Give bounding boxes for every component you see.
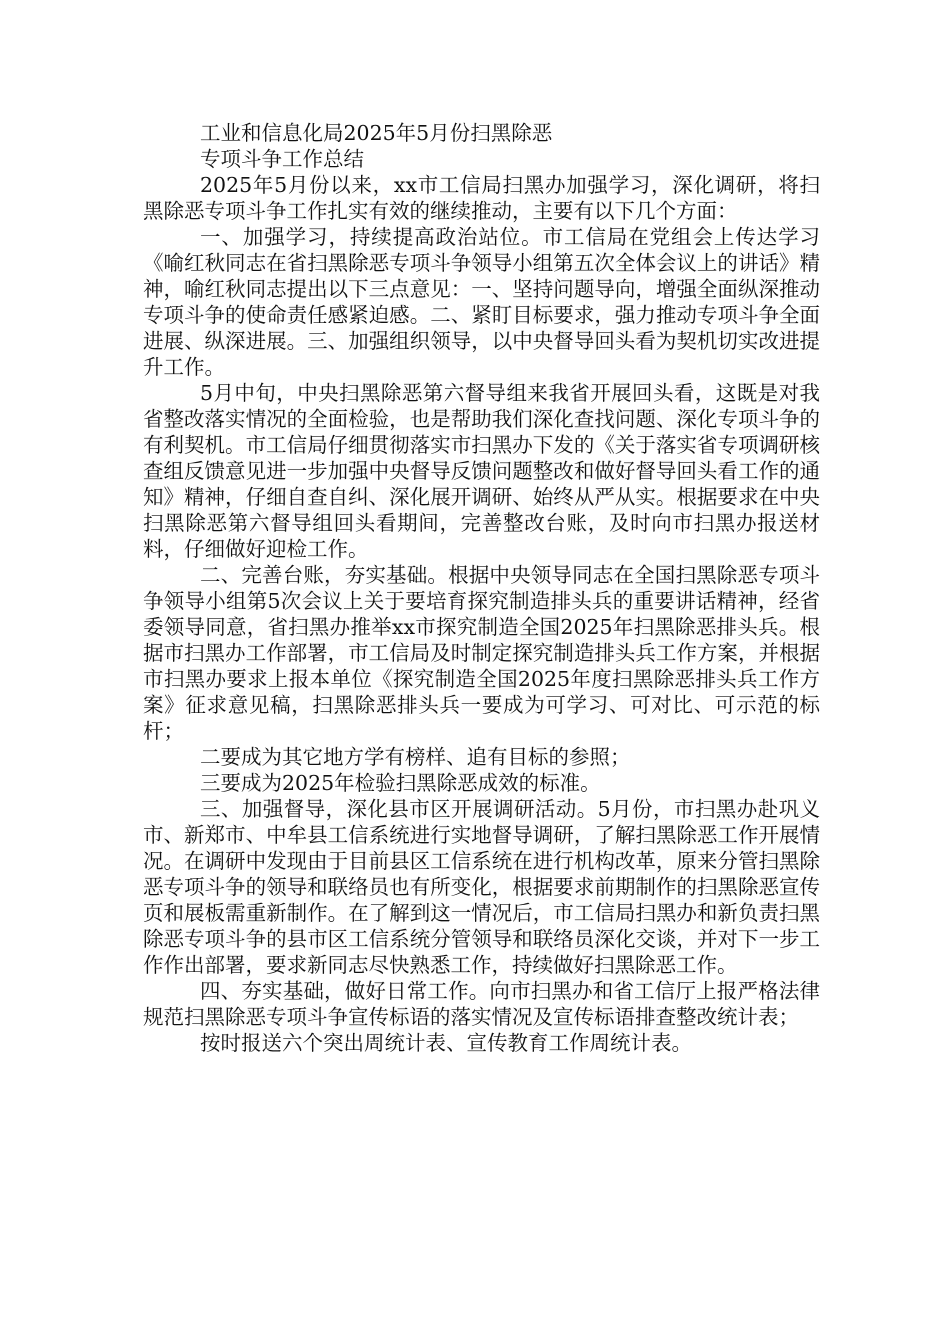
- paragraph-section-4: 四、夯实基础，做好日常工作。向市扫黑办和省工信厅上报严格法律规范扫黑除恶专项斗争宣传标语的落实情况及宣传标语排查整改统计表；: [143, 979, 820, 1029]
- paragraph-inspection: 5月中旬，中央扫黑除恶第六督导组来我省开展回头看，这既是对我省整改落实情况的全面检验，也是帮助我们深化查找问题、深化专项斗争的有利契机。市工信局仔细贯彻落实市扫黑办下发的《关于落实省专项调研核查组反馈意见进一步加强中央督导反馈问题整改和做好督导回头看工作的通知》精神，仔细自查自纠、深化展开调研、始终从严从实。根据要求在中央扫黑除恶第六督导组回头看期间，完善整改台账，及时向市扫黑办报送材料，仔细做好迎检工作。: [143, 381, 820, 561]
- paragraph-intro: 2025年5月份以来，xx市工信局扫黑办加强学习，深化调研，将扫黑除恶专项斗争工作扎实有效的继续推动，主要有以下几个方面：: [143, 173, 820, 223]
- paragraph-reference: 二要成为其它地方学有榜样、追有目标的参照；: [200, 745, 631, 769]
- paragraph-standard: 三要成为2025年检验扫黑除恶成效的标准。: [200, 771, 601, 795]
- paragraph-weekly-report: 按时报送六个突出周统计表、宣传教育工作周统计表。: [200, 1031, 692, 1055]
- paragraph-section-2: 二、完善台账，夯实基础。根据中央领导同志在全国扫黑除恶专项斗争领导小组第5次会议上关于要培育探究制造排头兵的重要讲话精神，经省委领导同意，省扫黑办推举xx市探究制造全国2025年扫黑除恶排头兵。根据市扫黑办工作部署，市工信局及时制定探究制造排头兵工作方案，并根据市扫黑办要求上报本单位《探究制造全国2025年度扫黑除恶排头兵工作方案》征求意见稿，扫黑除恶排头兵一要成为可学习、可对比、可示范的标杆；: [143, 563, 820, 743]
- document-title-line-2: 专项斗争工作总结: [200, 147, 364, 171]
- document-body: [143, 120, 820, 1056]
- document-title-line-1: 工业和信息化局2025年5月份扫黑除恶: [200, 121, 553, 145]
- paragraph-section-3: 三、加强督导，深化县市区开展调研活动。5月份，市扫黑办赴巩义市、新郑市、中牟县工信系统进行实地督导调研，了解扫黑除恶工作开展情况。在调研中发现由于目前县区工信系统在进行机构改革，原来分管扫黑除恶专项斗争的领导和联络员也有所变化，根据要求前期制作的扫黑除恶宣传页和展板需重新制作。在了解到这一情况后，市工信局扫黑办和新负责扫黑除恶专项斗争的县市区工信系统分管领导和联络员深化交谈，并对下一步工作作出部署，要求新同志尽快熟悉工作，持续做好扫黑除恶工作。: [143, 797, 820, 977]
- paragraph-section-1: 一、加强学习，持续提高政治站位。市工信局在党组会上传达学习《喻红秋同志在省扫黑除恶专项斗争领导小组第五次全体会议上的讲话》精神，喻红秋同志提出以下三点意见：一、坚持问题导向，增强全面纵深推动专项斗争的使命责任感紧迫感。二、紧盯目标要求，强力推动专项斗争全面进展、纵深进展。三、加强组织领导，以中央督导回头看为契机切实改进提升工作。: [143, 225, 820, 379]
